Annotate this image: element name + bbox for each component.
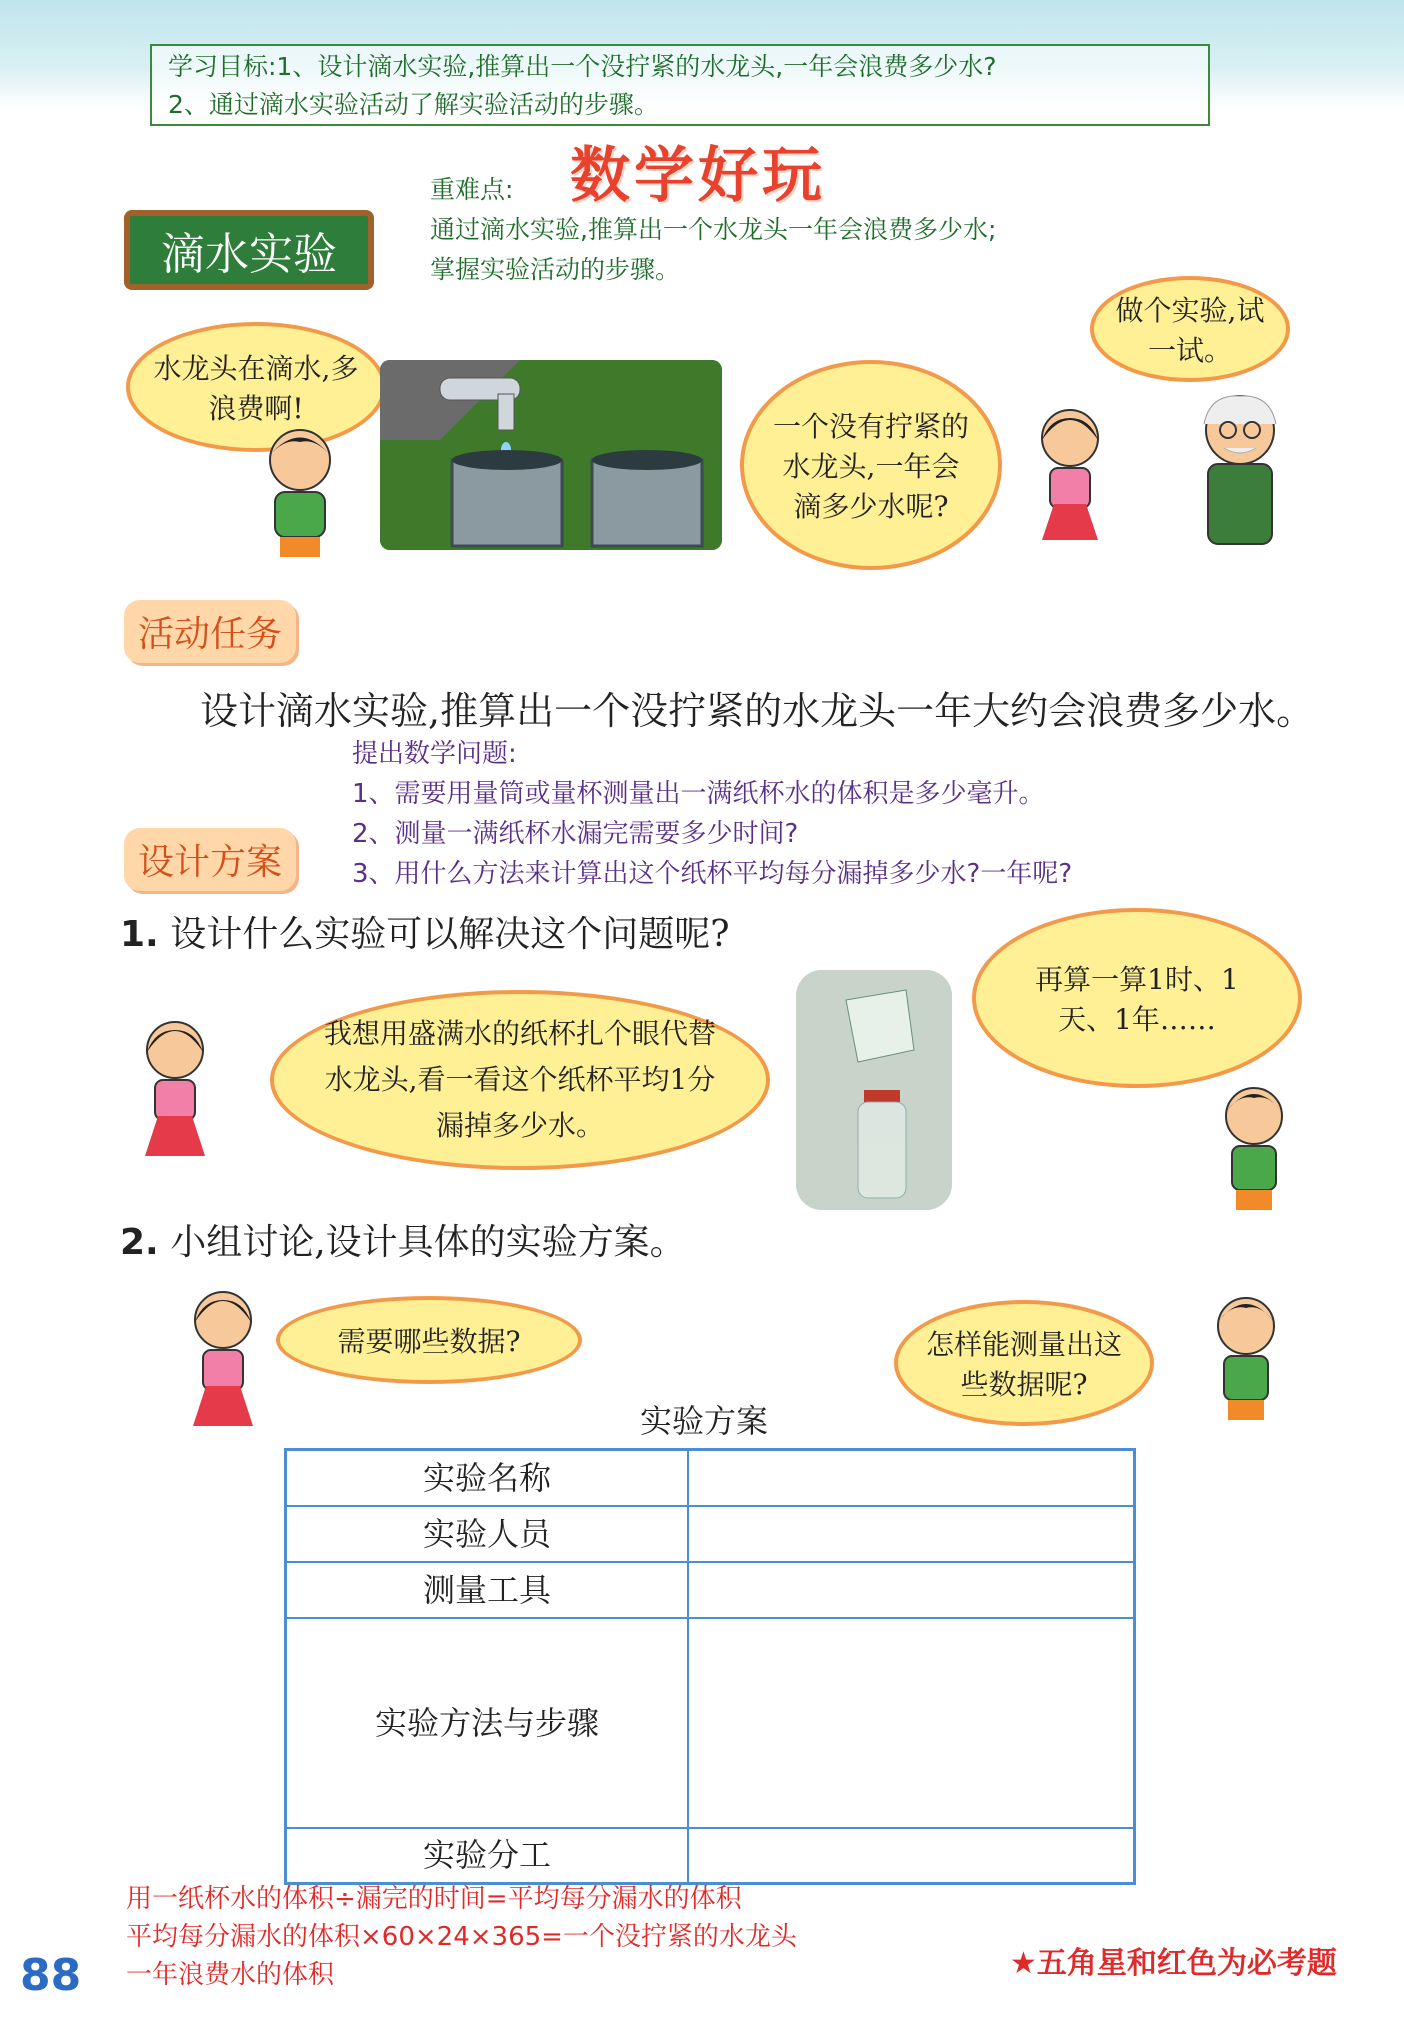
row-label-division: 实验分工 — [286, 1828, 689, 1884]
question-2-number: 2. — [120, 1222, 159, 1263]
table-row — [286, 1618, 1135, 1828]
cup-bottle-icon — [796, 970, 952, 1210]
table-row — [286, 1506, 1135, 1562]
question-2 — [120, 1214, 686, 1265]
faucet-icon — [380, 360, 722, 550]
speech-bubble-girl-top: 一个没有拧紧的水龙头,一年会滴多少水呢? — [740, 360, 1002, 570]
boy-character-icon — [1204, 1080, 1304, 1220]
cell-name-input[interactable] — [688, 1450, 1135, 1506]
key-points-line-2: 掌握实验活动的步骤。 — [430, 255, 681, 284]
section-title-board: 滴水实验 — [124, 210, 374, 290]
cell-method-input[interactable] — [688, 1618, 1135, 1828]
activity-task-tag: 活动任务 — [124, 600, 296, 663]
activity-text: 设计滴水实验,推算出一个没拧紧的水龙头一年大约会浪费多少水。 — [200, 689, 1315, 733]
speech-bubble-boy-bottom: 怎样能测量出这些数据呢? — [894, 1300, 1154, 1426]
cell-tools-input[interactable] — [688, 1562, 1135, 1618]
goal-line-1: 学习目标:1、设计滴水实验,推算出一个没拧紧的水龙头,一年会浪费多少水? — [168, 52, 997, 81]
math-questions — [352, 734, 1072, 894]
row-label-method: 实验方法与步骤 — [286, 1618, 689, 1828]
speech-bubble-boy-mid: 再算一算1时、1天、1年…… — [972, 908, 1302, 1088]
formula-notes — [126, 1880, 797, 1994]
question-2-text: 小组讨论,设计具体的实验方案。 — [170, 1222, 686, 1263]
speech-bubble-teacher: 做个实验,试一试。 — [1090, 276, 1290, 382]
girl-character-icon — [120, 1010, 230, 1160]
goal-line-2: 2、通过滴水实验活动了解实验活动的步骤。 — [168, 90, 659, 119]
teacher-character-icon — [1180, 380, 1300, 560]
table-row — [286, 1562, 1135, 1618]
math-question-1: 1、需要用量筒或量杯测量出一满纸杯水的体积是多少毫升。 — [352, 779, 1045, 809]
girl-character-icon — [168, 1280, 278, 1430]
row-label-tools: 测量工具 — [286, 1562, 689, 1618]
formula-line-1: 用一纸杯水的体积÷漏完的时间=平均每分漏水的体积 — [126, 1884, 742, 1914]
faucet-bucket-illustration — [380, 360, 722, 550]
boy-character-icon — [240, 420, 360, 560]
page-number: 88 — [20, 1950, 82, 2001]
row-label-people: 实验人员 — [286, 1506, 689, 1562]
question-1-number: 1. — [120, 914, 159, 955]
table-row — [286, 1450, 1135, 1506]
key-points-label: 重难点: — [430, 175, 514, 204]
math-questions-label: 提出数学问题: — [352, 739, 517, 769]
table-row — [286, 1828, 1135, 1884]
math-question-3: 3、用什么方法来计算出这个纸杯平均每分漏掉多少水?一年呢? — [352, 859, 1073, 889]
key-points-line-1: 通过滴水实验,推算出一个水龙头一年会浪费多少水; — [430, 215, 997, 244]
footer-note: ★五角星和红色为必考题 — [1010, 1946, 1337, 1981]
plan-table-caption: 实验方案 — [640, 1402, 769, 1440]
boy-character-icon — [1196, 1290, 1296, 1430]
speech-bubble-girl-mid: 我想用盛满水的纸杯扎个眼代替水龙头,看一看这个纸杯平均1分漏掉多少水。 — [270, 990, 770, 1170]
key-points — [430, 170, 996, 290]
experiment-plan-table — [284, 1448, 1136, 1885]
page-title: 数学好玩 — [570, 141, 826, 211]
learning-goals — [150, 44, 1210, 126]
row-label-name: 实验名称 — [286, 1450, 689, 1506]
formula-line-3: 一年浪费水的体积 — [126, 1960, 335, 1990]
speech-bubble-girl-bottom: 需要哪些数据? — [276, 1296, 582, 1384]
formula-line-2: 平均每分漏水的体积×60×24×365=一个没拧紧的水龙头 — [126, 1922, 797, 1952]
cell-people-input[interactable] — [688, 1506, 1135, 1562]
cell-division-input[interactable] — [688, 1828, 1135, 1884]
girl-character-icon — [1020, 400, 1120, 550]
design-plan-tag: 设计方案 — [124, 828, 296, 891]
question-1 — [120, 906, 730, 957]
math-question-2: 2、测量一满纸杯水漏完需要多少时间? — [352, 819, 799, 849]
cup-bottle-photo — [796, 970, 952, 1210]
speech-bubble-boy-top: 水龙头在滴水,多浪费啊! — [126, 322, 386, 452]
question-1-text: 设计什么实验可以解决这个问题呢? — [170, 914, 730, 955]
